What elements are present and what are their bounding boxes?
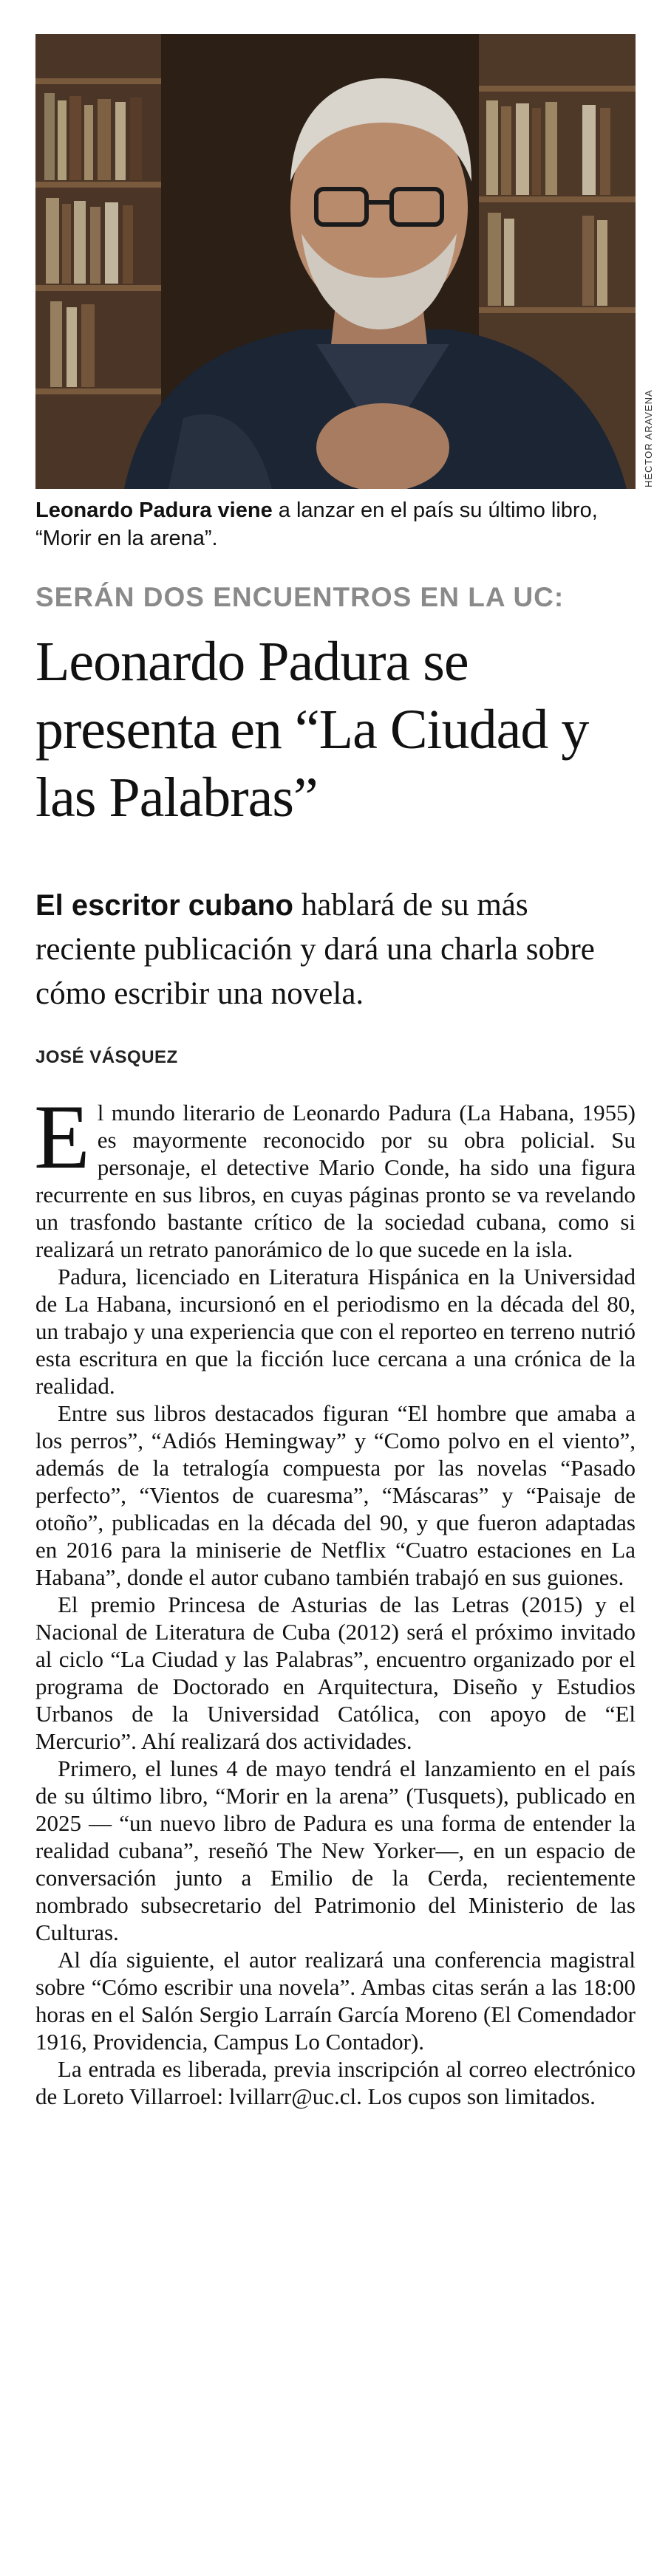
- headline: Leonardo Padura se presenta en “La Ciudad y las Palabras”: [35, 631, 589, 829]
- article-body: [34, 1086, 636, 2110]
- body-paragraph-2: Padura, licenciado en Literatura Hispánica en la Universidad de La Habana, incursionó en el periodismo en la década del 80, un trabajo y una experiencia que con el reporteo en terreno nutrió esta escritura en que la ficción luce cercana a una crónica de la realidad.: [35, 1264, 636, 1399]
- portrait-photo: [35, 34, 636, 489]
- lead-bold: El escritor cubano: [35, 889, 293, 922]
- lead-text: hablará de su más reciente publicación y dará una charla sobre cómo escribir una novela.: [35, 888, 595, 1011]
- body-paragraph-1-text: l mundo literario de Leonardo Padura (La Habana, 1955) es mayormente reconocido por su obra policial. Su personaje, el detective Mario Conde, ha sido una figura recurrente en sus libros, en cuyas páginas pronto se va revelando un trasfondo bastante crítico de la sociedad cubana, como si realizará un retrato panorámico de lo que sucede en la isla.: [35, 1100, 636, 1262]
- drop-cap: E: [34, 1086, 90, 1188]
- caption-text: a lanzar en el país su último libro, “Morir en la arena”.: [35, 499, 598, 550]
- caption-bold: Leonardo Padura viene: [35, 499, 273, 522]
- photo-caption: [35, 496, 636, 552]
- body-paragraph-1: [34, 1086, 636, 1263]
- body-paragraph-7: La entrada es liberada, previa inscripción al correo electrónico de Loreto Villarroel: lvillarr@uc.cl. Los cupos son limitados.: [35, 2056, 636, 2109]
- photo-credit: [640, 347, 655, 487]
- body-paragraph-5: Primero, el lunes 4 de mayo tendrá el lanzamiento en el país de su último libro, “Morir en la arena” (Tusquets), publicado en 2025 — “un nuevo libro de Padura es una forma de entender la realidad cubana”, reseñó The New Yorker—, en un espacio de conversación junto a Emilio de la Cerda, recientemente nombrado subsecretario del Patrimonio del Ministerio de las Culturas.: [35, 1755, 636, 1945]
- photo-credit-text: HÉCTOR ARAVENA: [643, 389, 654, 487]
- portrait-illustration: [35, 34, 636, 489]
- body-paragraph-4: El premio Princesa de Asturias de las Letras (2015) y el Nacional de Literatura de Cuba (2012) será el próximo invitado al ciclo “La Ciudad y las Palabras”, encuentro organizado por el programa de Doctorado en Arquitectura, Diseño y Estudios Urbanos de la Universidad Católica, con apoyo de “El Mercurio”. Ahí realizará dos actividades.: [35, 1592, 636, 1754]
- lead-paragraph: [35, 883, 636, 1016]
- body-paragraph-6: Al día siguiente, el autor realizará una conferencia magistral sobre “Cómo escribir una novela”. Ambas citas serán a las 18:00 horas en el Salón Sergio Larraín García Moreno (El Comendador 1916, Providencia, Campus Lo Contador).: [35, 1947, 636, 2055]
- byline: JOSÉ VÁSQUEZ: [35, 1047, 178, 1067]
- kicker: SERÁN DOS ENCUENTROS EN LA UC:: [35, 582, 565, 612]
- body-paragraph-3: Entre sus libros destacados figuran “El hombre que amaba a los perros”, “Adiós Hemingway” y “Como polvo en el viento”, además de la tetralogía compuesta por las novelas “Pasado perfecto”, “Vientos de cuaresma”, “Máscaras” y “Paisaje de otoño”, publicadas en la década del 90, y que fueron adaptadas en 2016 para la miniserie de Netflix “Cuatro estaciones en La Habana”, donde el autor cubano también trabajó en sus guiones.: [35, 1400, 636, 1590]
